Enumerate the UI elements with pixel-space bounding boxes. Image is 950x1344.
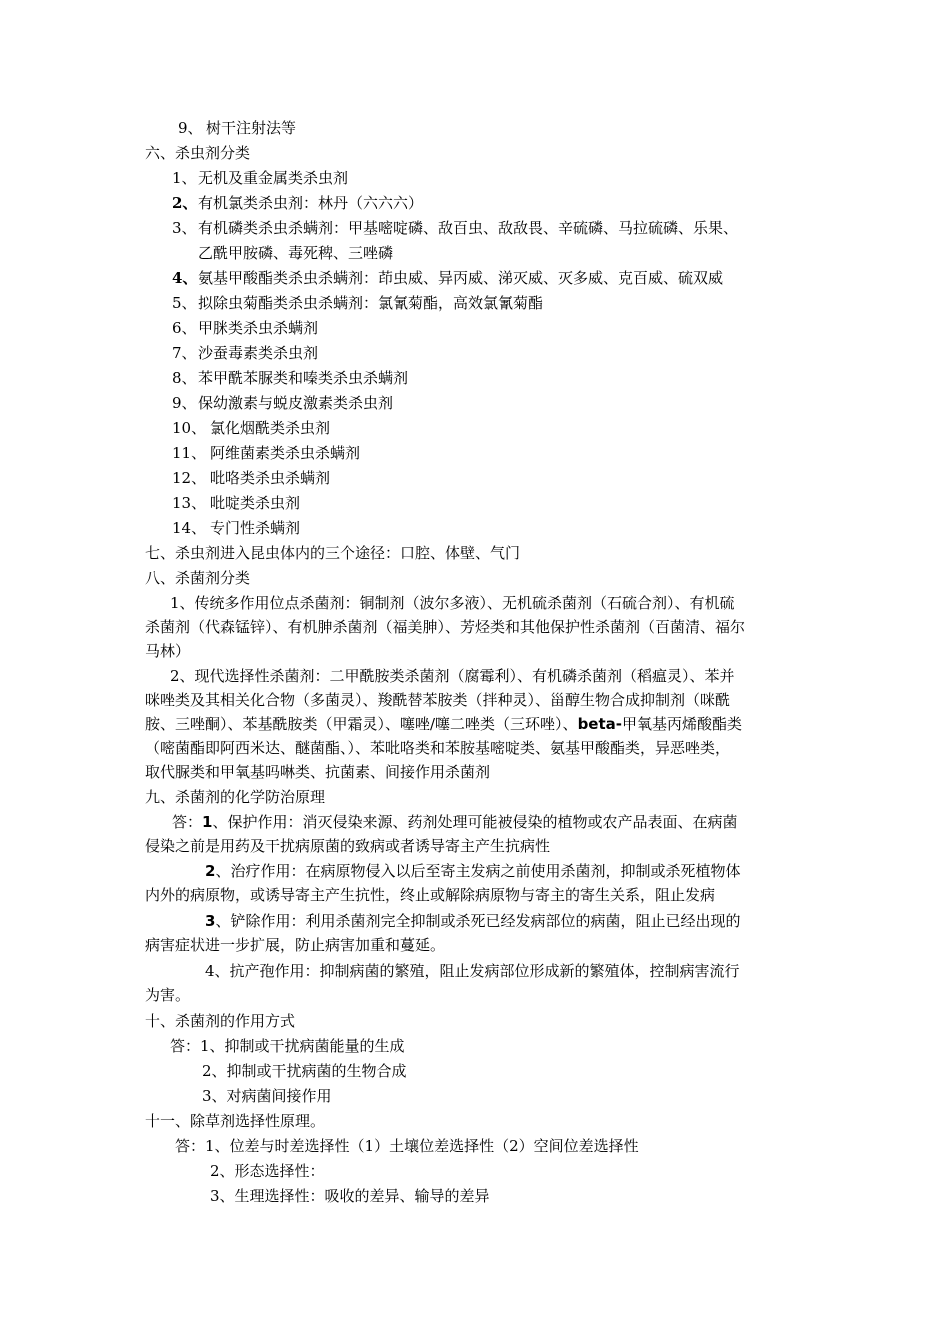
item-text: 沙蚕毒素类杀虫剂 [198, 344, 319, 362]
list-item [172, 468, 330, 490]
item-number: 13、 [172, 494, 207, 512]
paragraph-text: 、铲除作用：利用杀菌剂完全抑制或杀死已经发病部位的病菌，阻止已经出现的 [215, 912, 741, 930]
item-number: 4、 [172, 269, 198, 287]
answer-prefix: 答： [172, 813, 203, 831]
item-text: 拟除虫菊酯类杀虫杀螨剂：氯氰菊酯，高效氯氰菊酯 [198, 294, 544, 312]
list-item [172, 343, 318, 365]
item-number: 14、 [172, 519, 207, 537]
paragraph-text: 、保护作用：消灭侵染来源、药剂处理可能被侵染的植物或农产品表面、在病菌 [212, 813, 738, 831]
paragraph-line: 马林） [145, 642, 191, 660]
paragraph-text: 甲氧基丙烯酸酯类 [622, 715, 743, 733]
list-item [172, 443, 360, 465]
paragraph-line: 杀菌剂（代森锰锌）、有机胂杀菌剂（福美胂）、芳烃类和其他保护性杀菌剂（百菌清、福尔 [145, 618, 746, 636]
item-text: 甲脒类杀虫杀螨剂 [198, 319, 319, 337]
item-number: 3、 [172, 219, 197, 237]
item-text-continued: 乙酰甲胺磷、毒死稗、三唑磷 [198, 244, 394, 262]
list-item [172, 268, 723, 290]
section-heading: 七、杀虫剂进入昆虫体内的三个途径：口腔、体壁、气门 [145, 544, 521, 562]
item-number: 11、 [172, 444, 207, 462]
list-item [172, 418, 330, 440]
list-item [178, 118, 296, 140]
paragraph-line: 侵染之前是用药及干扰病原菌的致病或者诱导寄主产生抗病性 [145, 837, 551, 855]
item-number: 7、 [172, 344, 197, 362]
item-text: 有机磷类杀虫杀螨剂：甲基嘧啶磷、敌百虫、敌敌畏、辛硫磷、马拉硫磷、乐果、 [198, 219, 739, 237]
item-number: 8、 [172, 369, 197, 387]
section-heading: 九、杀菌剂的化学防治原理 [145, 788, 326, 806]
section-heading: 六、杀虫剂分类 [145, 144, 251, 162]
item-text: 专门性杀螨剂 [210, 519, 301, 537]
paragraph-line: 病害症状进一步扩展，防止病害加重和蔓延。 [145, 936, 446, 954]
list-item [172, 393, 393, 415]
paragraph-line [205, 861, 740, 883]
list-item [172, 168, 348, 190]
item-text: 苯甲酰苯脲类和嗪类杀虫杀螨剂 [198, 369, 409, 387]
item-text: 无机及重金属类杀虫剂 [198, 169, 349, 187]
item-number: 10、 [172, 419, 207, 437]
answer-line: 答：1、抑制或干扰病菌能量的生成 [170, 1037, 405, 1055]
list-item [172, 518, 300, 540]
paragraph-line [145, 714, 742, 736]
answer-line: 2、抑制或干扰病菌的生物合成 [202, 1062, 407, 1080]
paragraph-line: 4、抗产孢作用：抑制病菌的繁殖，阻止发病部位形成新的繁殖体，控制病害流行 [205, 962, 740, 980]
section-heading: 十、杀菌剂的作用方式 [145, 1012, 296, 1030]
item-number: 2、 [172, 194, 198, 212]
paragraph-line: （嘧菌酯即阿西米达、醚菌酯、）、苯吡咯类和苯胺基嘧啶类、氨基甲酸酯类，异恶唑类， [145, 739, 731, 757]
item-number: 1、 [172, 169, 197, 187]
paragraph-text: 、治疗作用：在病原物侵入以后至寄主发病之前使用杀菌剂，抑制或杀死植物体 [215, 862, 741, 880]
item-text: 氨基甲酸酯类杀虫杀螨剂：茚虫威、异丙威、涕灭威、灭多威、克百威、硫双威 [198, 269, 724, 287]
item-text: 吡啶类杀虫剂 [210, 494, 301, 512]
section-heading: 八、杀菌剂分类 [145, 569, 251, 587]
answer-line: 2、形态选择性： [210, 1162, 325, 1180]
item-number: 1 [202, 813, 213, 831]
list-item [172, 493, 300, 515]
paragraph-line: 1、传统多作用位点杀菌剂：铜制剂（波尔多液）、无机硫杀菌剂（石硫合剂）、有机硫 [170, 594, 735, 612]
paragraph-line: 取代脲类和甲氧基吗啉类、抗菌素、间接作用杀菌剂 [145, 763, 491, 781]
answer-line: 3、生理选择性：吸收的差异、输导的差异 [210, 1187, 490, 1205]
item-number: 3 [205, 912, 216, 930]
item-text: 阿维菌素类杀虫杀螨剂 [210, 444, 361, 462]
paragraph-line: 咪唑类及其相关化合物（多菌灵）、羧酰替苯胺类（拌种灵）、甾醇生物合成抑制剂（咪酰 [145, 691, 731, 709]
paragraph-line: 为害。 [145, 986, 191, 1004]
item-number: 2 [205, 862, 216, 880]
list-item [172, 193, 423, 215]
list-item [172, 218, 738, 240]
item-number: 9、 [172, 394, 197, 412]
list-item [172, 293, 543, 315]
item-text: 吡咯类杀虫杀螨剂 [210, 469, 331, 487]
paragraph-line [172, 812, 737, 834]
item-number: 12、 [172, 469, 207, 487]
answer-line: 答：1、位差与时差选择性（1）土壤位差选择性（2）空间位差选择性 [175, 1137, 639, 1155]
paragraph-text: 胺、三唑酮）、苯基酰胺类（甲霜灵）、噻唑/噻二唑类（三环唑）、 [145, 715, 578, 733]
paragraph-line [205, 911, 740, 933]
list-item [172, 368, 408, 390]
item-number: 9、 [178, 119, 203, 137]
paragraph-line: 内外的病原物，或诱导寄主产生抗性，终止或解除病原物与寄主的寄生关系，阻止发病 [145, 886, 716, 904]
item-number: 5、 [172, 294, 197, 312]
paragraph-line: 2、现代选择性杀菌剂：二甲酰胺类杀菌剂（腐霉利）、有机磷杀菌剂（稻瘟灵）、苯并 [170, 667, 735, 685]
section-heading: 十一、除草剂选择性原理。 [145, 1112, 326, 1130]
item-text: 保幼激素与蜕皮激素类杀虫剂 [198, 394, 394, 412]
item-number: 6、 [172, 319, 197, 337]
list-item [172, 318, 318, 340]
item-text: 有机氯类杀虫剂：林丹（六六六） [198, 194, 424, 212]
beta-prefix: beta- [577, 715, 622, 733]
answer-line: 3、对病菌间接作用 [202, 1087, 332, 1105]
item-text: 氯化烟酰类杀虫剂 [210, 419, 331, 437]
item-text: 树干注射法等 [206, 119, 297, 137]
